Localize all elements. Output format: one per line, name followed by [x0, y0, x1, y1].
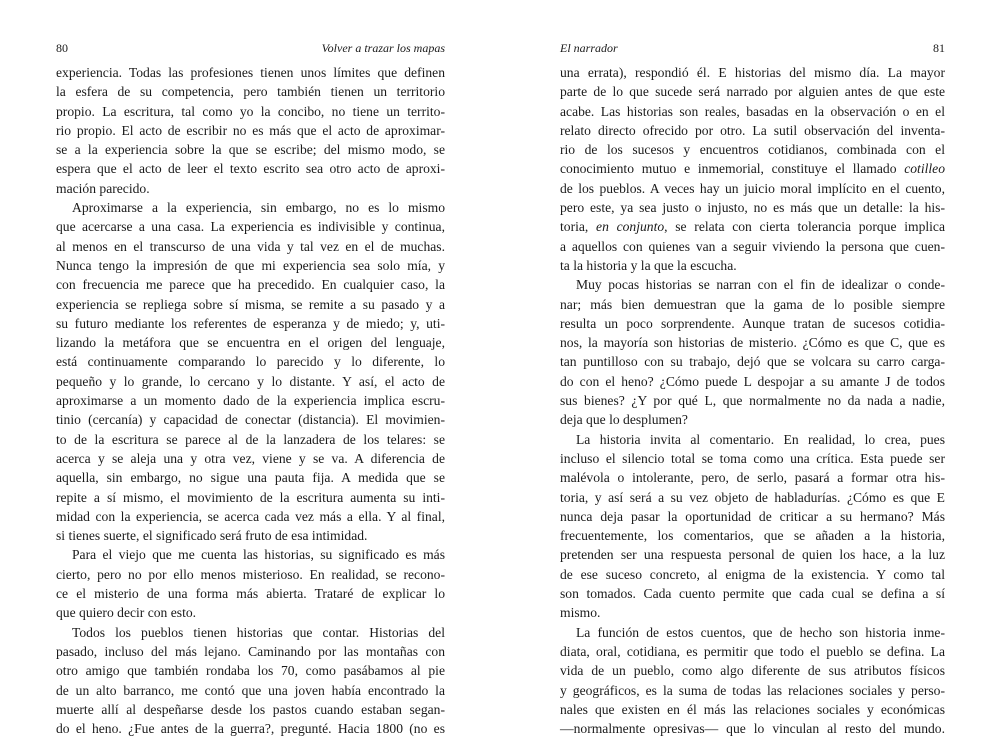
- text-run: conocimiento mutuo e inmemorial, constituye el llamado: [560, 161, 905, 177]
- left-running-head: [56, 40, 445, 56]
- text-line: la esfera de su competencia, pero también tienen un territorio: [56, 84, 445, 100]
- text-line: una errata), respondió él. E historias del mismo día. La mayor: [560, 65, 945, 80]
- text-line: La historia invita al comentario. En realidad, lo crea, pues: [576, 431, 945, 447]
- text-line: relato directo ofrecido por otro. La sutil observación del inventa-: [560, 122, 945, 138]
- text-line: mismo.: [560, 605, 601, 621]
- text-line: acerca y se aleja una y otra vez, viene y se va. A diferencia de: [56, 450, 445, 466]
- text-line: Nunca tengo la impresión de que mi experiencia sea solo mía, y: [56, 257, 445, 273]
- right-page-number: 81: [933, 41, 945, 55]
- text-line: ce el misterio de una forma más abierta. Trataré de explicar lo: [56, 586, 445, 602]
- text-line: Aproximarse a la experiencia, sin embargo, no es lo mismo: [72, 200, 445, 216]
- text-line: tinio (cercanía) y capacidad de conectar (distancia). El movimien-: [56, 412, 445, 428]
- text-line: nos, la mayoría son historias de misterio. ¿Cómo es que C, que es: [560, 335, 945, 351]
- text-line: acabe. Las historias son reales, basadas en la observación o en el: [560, 103, 945, 119]
- text-line: —normalmente opresivas— que lo vinculan al resto del mundo.: [560, 721, 945, 737]
- left-page-number: 80: [56, 41, 68, 55]
- text-line: to de la escritura se parece al de la lanzadera de los telares: se: [56, 431, 445, 447]
- text-line: [560, 159, 945, 178]
- text-line: aquella, sin embargo, no sigue una pauta fija. A medida que se: [56, 470, 445, 486]
- text-line: si tienes suerte, el significado será fruto de esa intimidad.: [56, 528, 368, 544]
- text-line: parte de lo que sucede será narrado por alguien antes de que este: [560, 84, 945, 100]
- right-running-title: El narrador: [560, 41, 618, 55]
- text-line: [560, 217, 945, 236]
- text-line: toria, y así será a su vez objeto de habladurías. ¿Cómo es que E: [560, 489, 945, 505]
- text-line: La función de estos cuentos, que de hecho son historia inme-: [576, 624, 945, 640]
- text-line: aproximarse a un momento dado de la experiencia implica escru-: [56, 393, 445, 409]
- text-line: con frecuencia me parece que ha precedido. En cualquier caso, la: [56, 277, 445, 293]
- text-line: Todos los pueblos tienen historias que contar. Historias del: [72, 624, 445, 640]
- text-line: espera que el acto de leer el texto escrito sea otro acto de aproxi-: [56, 161, 445, 177]
- text-line: mación parecido.: [56, 180, 150, 196]
- right-running-head: [560, 40, 945, 56]
- text-line: que acercarse a una casa. La experiencia es indivisible y continua,: [56, 219, 445, 235]
- left-running-title: Volver a trazar los mapas: [321, 41, 445, 55]
- text-line: Para el viejo que me cuenta las historias, su significado es más: [72, 547, 445, 563]
- text-line: de ese suceso concreto, al enigma de la existencia. Y como tal: [560, 566, 945, 582]
- text-line: rio de los sucesos y encuentros cotidianos, combinada con el: [560, 142, 945, 158]
- text-line: tan puntilloso con su trabajo, dejó que se volcara su carro carga-: [560, 354, 945, 370]
- text-line: propio. La escritura, tal como yo la concibo, no tiene un territo-: [56, 103, 445, 119]
- text-line: experiencia. Todas las profesiones tienen unos límites que definen: [56, 65, 445, 80]
- text-line: vida de un pueblo, como algo diferente de sus atributos físicos: [560, 663, 945, 679]
- text-line: experiencia se repliega sobre sí misma, se remite a su pasado y a: [56, 296, 445, 312]
- text-line: a aquellos con quienes van a seguir viviendo la persona que cuen-: [560, 238, 945, 254]
- text-line: muerte allí al despeñarse desde los pastos cuando estaban segan-: [56, 701, 445, 717]
- text-line: pero este, ya sea justo o injusto, no es más que un detalle: la his-: [560, 200, 945, 216]
- right-page-body: [560, 63, 945, 738]
- text-line: frecuentemente, los comentarios, que se añaden a la historia,: [560, 528, 945, 544]
- text-line: lizando la metáfora que se encuentra en el origen del lenguaje,: [56, 335, 445, 351]
- text-line: do con el heno? ¿Cómo puede L despojar a su amante J de todos: [560, 373, 945, 389]
- text-line: de los pueblos. A veces hay un juicio moral implícito en el cuento,: [560, 180, 945, 196]
- text-run: toria,: [560, 219, 597, 235]
- text-line: resulta un poco sorprendente. Aunque tratan de sucesos cotidia-: [560, 315, 945, 331]
- italic-text-run: en conjunto: [596, 219, 665, 235]
- text-line: pasado, incluso del más lejano. Caminando por las montañas con: [56, 643, 445, 659]
- italic-text-run: cotilleo: [904, 161, 945, 177]
- text-line: pretenden ser una respuesta personal de quien los hace, a la luz: [560, 547, 945, 563]
- right-page: [560, 0, 945, 737]
- text-line: pequeño y lo grande, lo cercano y lo distante. Y así, el acto de: [56, 373, 445, 389]
- text-line: diata, oral, cotidiana, es permitir que todo el pueblo se defina. La: [560, 643, 945, 659]
- left-page: [56, 0, 445, 737]
- text-line: y geográficos, es la suma de todas las relaciones sociales y perso-: [560, 682, 945, 698]
- text-line: Muy pocas historias se narran con el fin de idealizar o conde-: [576, 277, 945, 293]
- text-line: cierto, pero no por ello menos misterioso. En realidad, se recono-: [56, 566, 445, 582]
- text-line: repite a sí mismo, el movimiento de la escritura aumenta su inti-: [56, 489, 445, 505]
- text-line: malévola o intolerante, pero, de serlo, pasará a formar otra his-: [560, 470, 945, 486]
- text-line: nales que existen en él más las relaciones sociales y económicas: [560, 701, 945, 717]
- left-page-body: [56, 63, 445, 738]
- text-line: al menos en el transcurso de una vida y tal vez en el de muchas.: [56, 238, 445, 254]
- text-line: de un alto barranco, me contó que una joven había encontrado la: [56, 682, 445, 698]
- text-line: deja que lo desplumen?: [560, 412, 688, 428]
- text-line: son tomados. Cada cuento permite que cada cual se defina a sí: [560, 586, 945, 602]
- text-line: nunca deja pasar la oportunidad de criticar a su hermano? Más: [560, 508, 945, 524]
- text-line: midad con la experiencia, se acerca cada vez más a ella. Y al final,: [56, 508, 445, 524]
- text-line: nar; más bien demuestran que la gama de lo posible siempre: [560, 296, 945, 312]
- text-line: incluso el silencio total se toma como una crítica. Esta puede ser: [560, 450, 945, 466]
- text-line: rio propio. El acto de escribir no es más que el acto de aproximar-: [56, 122, 445, 138]
- text-run: , se relata con cierta tolerancia porque implica: [664, 219, 945, 235]
- text-line: do el heno. ¿Fue antes de la guerra?, pregunté. Hacia 1800 (no es: [56, 721, 445, 737]
- text-line: su futuro mediante los referentes de esperanza y de miedo; y, uti-: [56, 315, 445, 331]
- text-line: ta la historia y la que la escucha.: [560, 257, 737, 273]
- text-line: está continuamente comparando lo parecido y lo diferente, lo: [56, 354, 445, 370]
- text-line: que quiero decir con esto.: [56, 605, 197, 621]
- text-line: se a la experiencia sobre la que se escribe; del mismo modo, se: [56, 142, 445, 158]
- text-line: sus bienes? ¿Y por qué L, que normalmente no da nada a nadie,: [560, 393, 945, 409]
- text-line: otro amigo que también rondaba los 70, como pasábamos al pie: [56, 663, 445, 679]
